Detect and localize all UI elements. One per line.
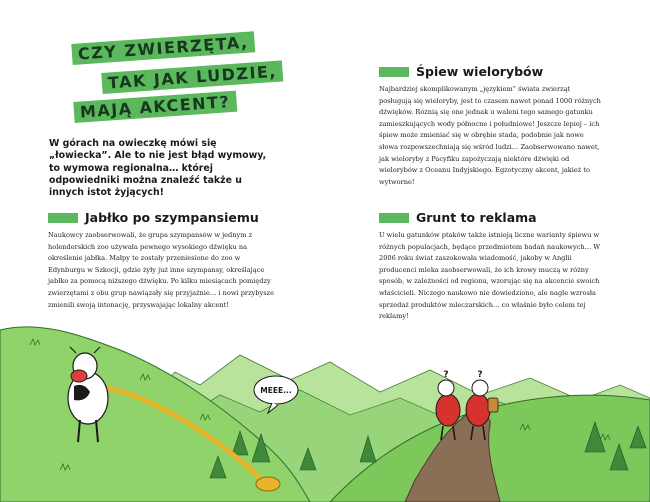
question-mark: ?: [477, 370, 483, 380]
section-title: Śpiew wielorybów: [416, 64, 544, 79]
section-title: Jabłko po szympansiemu: [85, 210, 259, 225]
section-body: Najbardziej skomplikowanym „językiem” świata zwierząt posługują się wieloryby, jest to czasem nawet ponad 1000 różnych dźwięków. Różnią się one jednak u waleni tego samego gatunku zamieszkujących wody północne i południowe! Jeszcze lepiej – ich śpiew może zmieniać się w obrębie stada, podobnie jak nowe słowa rozpowszechniają się wśród ludzi… Zaobserwowano nawet, jak wieloryby z Pacyfiku zapożyczają niektóre dźwięki od wielorybów z Oceanu Indyjskiego. Egzotyczny akcent, jakież to wytworne!: [379, 85, 601, 186]
section-body: Naukowcy zaobserwowali, że grupa szympansów w jednym z holenderskich zoo używała pewnego wysokiego dźwięku na określenie jabłka. Małpy te zostały przeniesione do zoo w Edynburgu w Szkocji, gdzie żyły już inne szympansy, określające jabłko za pomocą niższego dźwięku. Po kilku miesiącach pomiędzy zwierzętami z obu grup nawiązały się przyjaźnie… i nowi przybysze zmienili swoją intonację, przyswajając lokalny akcent!: [48, 231, 274, 309]
title-line-3: MAJĄ AKCENT?: [73, 91, 237, 123]
section-title: Grunt to reklama: [416, 210, 537, 225]
title-line-1: CZY ZWIERZĘTA,: [71, 31, 255, 65]
speech-bubble-text: MEEE...: [260, 386, 292, 395]
alphorn-bell: [256, 477, 280, 491]
question-mark: ?: [443, 370, 449, 380]
intro-paragraph: W górach na owieczkę mówi się „łowiecka”. Ale to nie jest błąd wymowy, to wymowa regionalna… której odpowiedniki można znaleźć także u innych istot żyjących!: [49, 138, 267, 199]
section-body: U wielu gatunków ptaków także istnieją liczne warianty śpiewu w różnych populacjach, będące przedmiotem badań naukowych… W 2006 roku świat zaszokowała wiadomość, jakoby w Anglii producenci mleka zaobserwowali, że ich krowy muczą w różny sposób, w zależności od regionu, wzorując się na akcencie swoich właścicieli. Niczego naukowo nie dowiedziono, ale nagle wzrosła sprzedaż produktów mleczarskich… co właśnie było celem tej reklamy!: [379, 231, 601, 321]
title-line-2: TAK JAK LUDZIE,: [101, 60, 283, 94]
